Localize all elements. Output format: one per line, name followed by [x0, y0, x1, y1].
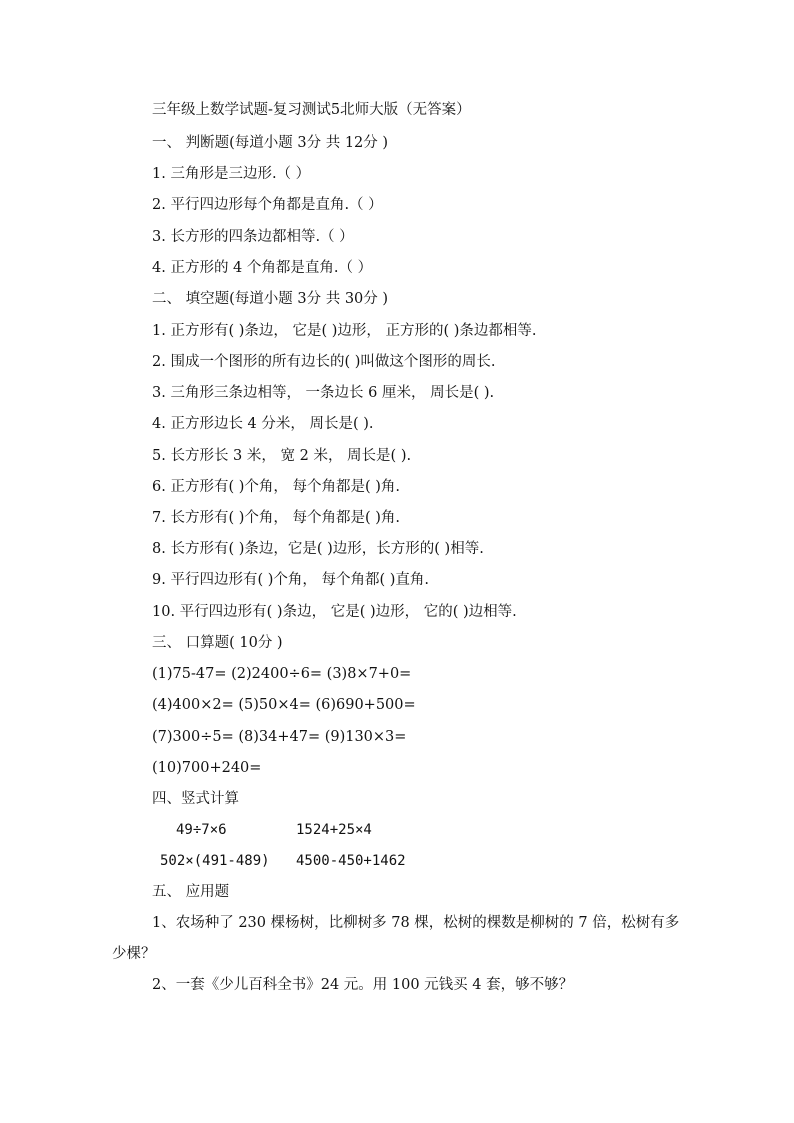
judgement-item: 1. 三角形是三边形.（ ） — [152, 166, 311, 182]
section-heading-word-problems: 五、 应用题 — [152, 884, 230, 900]
word-problem: 2、一套《少儿百科全书》24 元。用 100 元钱买 4 套，够不够？ — [152, 977, 574, 993]
section-heading-vertical-calc: 四、竖式计算 — [152, 791, 239, 807]
fill-blank-item: 1. 正方形有( )条边， 它是( )边形， 正方形的( )条边都相等. — [152, 323, 537, 339]
vertical-calc-expr: 1524+25×4 — [296, 822, 372, 838]
fill-blank-item: 10. 平行四边形有( )条边， 它是( )边形， 它的( )边相等. — [152, 604, 517, 620]
word-problem: 1、农场种了 230 棵杨树，比柳树多 78 棵，松树的棵数是柳树的 7 倍，松树有多少棵？ — [112, 915, 680, 962]
fill-blank-item: 9. 平行四边形有( )个角， 每个角都( )直角. — [152, 572, 430, 588]
fill-blank-item: 6. 正方形有( )个角， 每个角都是( )角. — [152, 479, 401, 495]
vertical-calc-expr: 4500-450+1462 — [296, 853, 406, 869]
fill-blank-item: 7. 长方形有( )个角， 每个角都是( )角. — [152, 510, 401, 526]
section-heading-judgement: 一、 判断题(每道小题 3分 共 12分 ) — [152, 135, 389, 151]
section-heading-mental-math: 三、 口算题( 10分 ) — [152, 635, 283, 651]
section-heading-fill-blank: 二、 填空题(每道小题 3分 共 30分 ) — [152, 291, 389, 307]
mental-math-row: (10)700+240= — [152, 760, 262, 776]
fill-blank-item: 8. 长方形有( )条边，它是( )边形，长方形的( )相等. — [152, 541, 484, 557]
fill-blank-item: 5. 长方形长 3 米， 宽 2 米， 周长是( ). — [152, 448, 412, 464]
judgement-item: 4. 正方形的 4 个角都是直角.（ ） — [152, 260, 373, 276]
vertical-calc-expr: 49÷7×6 — [176, 822, 227, 838]
page-title: 三年级上数学试题-复习测试5北师大版（无答案） — [152, 102, 471, 118]
fill-blank-item: 3. 三角形三条边相等， 一条边长 6 厘米， 周长是( ). — [152, 385, 495, 401]
fill-blank-item: 2. 围成一个图形的所有边长的( )叫做这个图形的周长. — [152, 354, 496, 370]
vertical-calc-expr: 502×(491-489) — [160, 853, 270, 869]
judgement-item: 3. 长方形的四条边都相等.（ ） — [152, 229, 354, 245]
fill-blank-item: 4. 正方形边长 4 分米， 周长是( ). — [152, 416, 374, 432]
mental-math-row: (1)75-47= (2)2400÷6= (3)8×7+0= — [152, 666, 412, 682]
judgement-item: 2. 平行四边形每个角都是直角.（ ） — [152, 197, 383, 213]
mental-math-row: (4)400×2= (5)50×4= (6)690+500= — [152, 697, 416, 713]
mental-math-row: (7)300÷5= (8)34+47= (9)130×3= — [152, 729, 407, 745]
